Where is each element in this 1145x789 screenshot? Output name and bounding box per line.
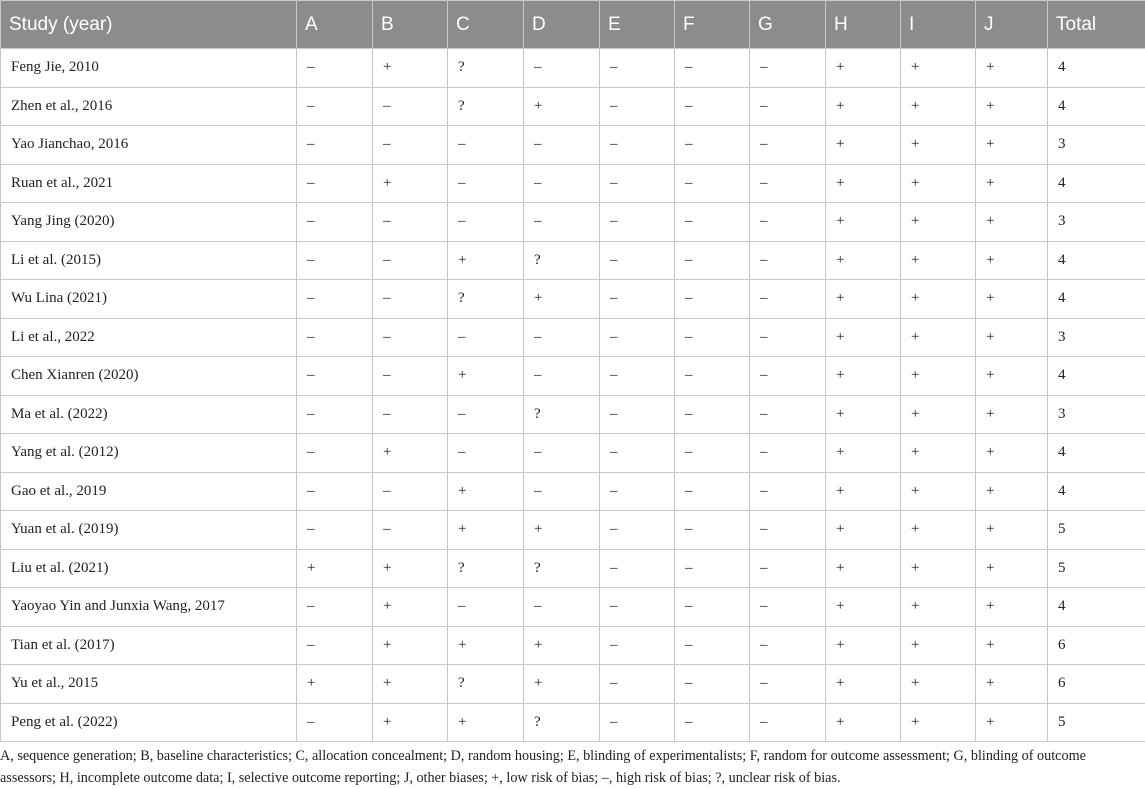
rating-cell: + bbox=[901, 164, 976, 203]
total-cell: 4 bbox=[1048, 164, 1145, 203]
rating-cell: + bbox=[976, 626, 1048, 665]
rating-cell: + bbox=[448, 626, 524, 665]
total-cell: 6 bbox=[1048, 665, 1145, 704]
column-header-total: Total bbox=[1048, 1, 1145, 49]
rating-cell: – bbox=[448, 434, 524, 473]
rating-cell: – bbox=[297, 703, 373, 742]
rating-cell: – bbox=[750, 203, 826, 242]
total-cell: 4 bbox=[1048, 241, 1145, 280]
rating-cell: – bbox=[524, 472, 600, 511]
rating-cell: – bbox=[750, 164, 826, 203]
rating-cell: – bbox=[600, 703, 675, 742]
rating-cell: + bbox=[524, 511, 600, 550]
rating-cell: + bbox=[976, 318, 1048, 357]
rating-cell: + bbox=[826, 49, 901, 88]
rating-cell: – bbox=[524, 126, 600, 165]
study-cell: Wu Lina (2021) bbox=[1, 280, 297, 319]
rating-cell: – bbox=[600, 164, 675, 203]
table-row bbox=[1, 511, 1145, 550]
rating-cell: – bbox=[297, 357, 373, 396]
rating-cell: + bbox=[826, 395, 901, 434]
rating-cell: – bbox=[600, 549, 675, 588]
rating-cell: ? bbox=[524, 241, 600, 280]
rating-cell: – bbox=[297, 164, 373, 203]
rating-cell: – bbox=[373, 395, 448, 434]
rating-cell: – bbox=[600, 357, 675, 396]
rating-cell: + bbox=[297, 549, 373, 588]
total-cell: 4 bbox=[1048, 434, 1145, 473]
rating-cell: – bbox=[448, 203, 524, 242]
rating-cell: – bbox=[297, 511, 373, 550]
rating-cell: + bbox=[373, 434, 448, 473]
table-row bbox=[1, 203, 1145, 242]
rating-cell: + bbox=[826, 549, 901, 588]
rating-cell: + bbox=[976, 87, 1048, 126]
rating-cell: + bbox=[373, 665, 448, 704]
study-cell: Li et al. (2015) bbox=[1, 241, 297, 280]
rating-cell: – bbox=[600, 588, 675, 627]
column-header-c: C bbox=[448, 1, 524, 49]
table-row bbox=[1, 588, 1145, 627]
rating-cell: ? bbox=[524, 703, 600, 742]
rating-cell: + bbox=[976, 203, 1048, 242]
table-row bbox=[1, 626, 1145, 665]
table-row bbox=[1, 357, 1145, 396]
rating-cell: – bbox=[750, 49, 826, 88]
rating-cell: + bbox=[826, 241, 901, 280]
rating-cell: – bbox=[524, 357, 600, 396]
rating-cell: + bbox=[826, 434, 901, 473]
study-cell: Feng Jie, 2010 bbox=[1, 49, 297, 88]
rating-cell: – bbox=[373, 357, 448, 396]
rating-cell: – bbox=[675, 164, 750, 203]
total-cell: 3 bbox=[1048, 395, 1145, 434]
rating-cell: – bbox=[373, 318, 448, 357]
rating-cell: – bbox=[675, 588, 750, 627]
total-cell: 4 bbox=[1048, 472, 1145, 511]
rating-cell: + bbox=[901, 280, 976, 319]
rating-cell: + bbox=[976, 472, 1048, 511]
rating-cell: – bbox=[297, 126, 373, 165]
rating-cell: + bbox=[826, 703, 901, 742]
rating-cell: – bbox=[448, 588, 524, 627]
rating-cell: + bbox=[826, 87, 901, 126]
rating-cell: ? bbox=[448, 87, 524, 126]
total-cell: 5 bbox=[1048, 549, 1145, 588]
rating-cell: + bbox=[373, 549, 448, 588]
study-cell: Liu et al. (2021) bbox=[1, 549, 297, 588]
total-cell: 4 bbox=[1048, 280, 1145, 319]
table-row bbox=[1, 164, 1145, 203]
rating-cell: + bbox=[901, 511, 976, 550]
rating-cell: – bbox=[675, 434, 750, 473]
total-cell: 3 bbox=[1048, 318, 1145, 357]
rating-cell: – bbox=[600, 241, 675, 280]
rating-cell: + bbox=[976, 665, 1048, 704]
rating-cell: + bbox=[901, 588, 976, 627]
rating-cell: – bbox=[448, 318, 524, 357]
rating-cell: + bbox=[826, 126, 901, 165]
column-header-h: H bbox=[826, 1, 901, 49]
rating-cell: ? bbox=[448, 549, 524, 588]
rating-cell: + bbox=[976, 126, 1048, 165]
rating-cell: + bbox=[373, 588, 448, 627]
rating-cell: – bbox=[675, 703, 750, 742]
rating-cell: + bbox=[448, 511, 524, 550]
column-header-study: Study (year) bbox=[1, 1, 297, 49]
rating-cell: + bbox=[901, 665, 976, 704]
study-cell: Yaoyao Yin and Junxia Wang, 2017 bbox=[1, 588, 297, 627]
column-header-a: A bbox=[297, 1, 373, 49]
table-row bbox=[1, 87, 1145, 126]
column-header-d: D bbox=[524, 1, 600, 49]
rating-cell: – bbox=[600, 665, 675, 704]
rating-cell: – bbox=[600, 49, 675, 88]
rating-cell: + bbox=[373, 703, 448, 742]
rating-cell: + bbox=[976, 49, 1048, 88]
rating-cell: + bbox=[976, 434, 1048, 473]
rating-cell: – bbox=[297, 434, 373, 473]
rating-cell: – bbox=[373, 87, 448, 126]
rating-cell: ? bbox=[448, 665, 524, 704]
rating-cell: ? bbox=[448, 49, 524, 88]
rating-cell: + bbox=[901, 434, 976, 473]
rating-cell: + bbox=[826, 280, 901, 319]
study-cell: Zhen et al., 2016 bbox=[1, 87, 297, 126]
rating-cell: + bbox=[901, 549, 976, 588]
table-row bbox=[1, 703, 1145, 742]
rating-cell: + bbox=[901, 241, 976, 280]
rating-cell: + bbox=[373, 164, 448, 203]
rating-cell: + bbox=[826, 357, 901, 396]
rating-cell: – bbox=[524, 49, 600, 88]
rating-cell: + bbox=[901, 49, 976, 88]
total-cell: 6 bbox=[1048, 626, 1145, 665]
rating-cell: + bbox=[373, 49, 448, 88]
rating-cell: – bbox=[297, 395, 373, 434]
rating-cell: ? bbox=[524, 395, 600, 434]
table-row bbox=[1, 395, 1145, 434]
table-row bbox=[1, 472, 1145, 511]
rating-cell: + bbox=[524, 665, 600, 704]
column-header-i: I bbox=[901, 1, 976, 49]
rating-cell: – bbox=[297, 203, 373, 242]
rating-cell: + bbox=[826, 472, 901, 511]
rating-cell: ? bbox=[448, 280, 524, 319]
rating-cell: – bbox=[373, 126, 448, 165]
rating-cell: + bbox=[826, 203, 901, 242]
table-header-row bbox=[1, 1, 1145, 49]
total-cell: 4 bbox=[1048, 87, 1145, 126]
rating-cell: – bbox=[600, 434, 675, 473]
rating-cell: – bbox=[600, 395, 675, 434]
rating-cell: – bbox=[524, 203, 600, 242]
rating-cell: – bbox=[750, 511, 826, 550]
rating-cell: – bbox=[675, 49, 750, 88]
rating-cell: + bbox=[901, 395, 976, 434]
rating-cell: + bbox=[448, 357, 524, 396]
rating-cell: – bbox=[750, 703, 826, 742]
rating-cell: + bbox=[826, 588, 901, 627]
study-cell: Li et al., 2022 bbox=[1, 318, 297, 357]
rating-cell: + bbox=[976, 588, 1048, 627]
rating-cell: + bbox=[901, 472, 976, 511]
rating-cell: + bbox=[448, 472, 524, 511]
rating-cell: + bbox=[448, 241, 524, 280]
rating-cell: – bbox=[448, 395, 524, 434]
rating-cell: – bbox=[675, 203, 750, 242]
column-header-j: J bbox=[976, 1, 1048, 49]
table-row bbox=[1, 126, 1145, 165]
rating-cell: + bbox=[976, 280, 1048, 319]
rating-cell: – bbox=[675, 395, 750, 434]
rating-cell: – bbox=[373, 203, 448, 242]
rating-cell: – bbox=[750, 434, 826, 473]
rating-cell: – bbox=[750, 357, 826, 396]
rating-cell: – bbox=[600, 126, 675, 165]
table-row bbox=[1, 241, 1145, 280]
rating-cell: + bbox=[976, 511, 1048, 550]
rating-cell: – bbox=[297, 588, 373, 627]
rating-cell: + bbox=[826, 511, 901, 550]
column-header-b: B bbox=[373, 1, 448, 49]
rating-cell: – bbox=[675, 318, 750, 357]
rating-cell: + bbox=[448, 703, 524, 742]
rating-cell: – bbox=[675, 280, 750, 319]
table-footnote: A, sequence generation; B, baseline characteristics; C, allocation concealment; D, random housing; E, blinding of experimentalists; F, random for outcome assessment; G, blinding of outcome assessors; H, incomplete outcome data; I, selective outcome reporting; J, other biases; +, low risk of bias; –, high risk of bias; ?, unclear risk of bias. bbox=[0, 745, 1130, 789]
rating-cell: – bbox=[750, 549, 826, 588]
rating-cell: + bbox=[826, 164, 901, 203]
study-cell: Gao et al., 2019 bbox=[1, 472, 297, 511]
rating-cell: – bbox=[600, 626, 675, 665]
rating-cell: + bbox=[976, 703, 1048, 742]
column-header-f: F bbox=[675, 1, 750, 49]
rating-cell: – bbox=[675, 241, 750, 280]
rating-cell: + bbox=[901, 703, 976, 742]
rating-cell: – bbox=[600, 203, 675, 242]
rating-cell: – bbox=[448, 164, 524, 203]
rating-cell: – bbox=[524, 588, 600, 627]
total-cell: 5 bbox=[1048, 511, 1145, 550]
rating-cell: + bbox=[901, 87, 976, 126]
rating-cell: – bbox=[524, 164, 600, 203]
rating-cell: – bbox=[524, 434, 600, 473]
table-row bbox=[1, 49, 1145, 88]
rating-cell: – bbox=[675, 626, 750, 665]
study-cell: Yuan et al. (2019) bbox=[1, 511, 297, 550]
rating-cell: – bbox=[373, 472, 448, 511]
rating-cell: – bbox=[675, 549, 750, 588]
total-cell: 3 bbox=[1048, 126, 1145, 165]
rating-cell: + bbox=[901, 626, 976, 665]
rating-cell: + bbox=[826, 318, 901, 357]
study-cell: Yu et al., 2015 bbox=[1, 665, 297, 704]
rating-cell: + bbox=[901, 318, 976, 357]
rating-cell: – bbox=[675, 511, 750, 550]
total-cell: 5 bbox=[1048, 703, 1145, 742]
rating-cell: + bbox=[976, 395, 1048, 434]
rating-cell: – bbox=[750, 126, 826, 165]
table-row bbox=[1, 434, 1145, 473]
rating-cell: – bbox=[600, 87, 675, 126]
rating-cell: – bbox=[675, 665, 750, 704]
rating-cell: – bbox=[297, 241, 373, 280]
rating-cell: + bbox=[826, 626, 901, 665]
rating-cell: + bbox=[976, 241, 1048, 280]
column-header-g: G bbox=[750, 1, 826, 49]
total-cell: 4 bbox=[1048, 357, 1145, 396]
study-cell: Peng et al. (2022) bbox=[1, 703, 297, 742]
rating-cell: + bbox=[524, 626, 600, 665]
rating-cell: – bbox=[675, 472, 750, 511]
rating-cell: + bbox=[373, 626, 448, 665]
study-cell: Ma et al. (2022) bbox=[1, 395, 297, 434]
rating-cell: – bbox=[297, 472, 373, 511]
study-cell: Yang et al. (2012) bbox=[1, 434, 297, 473]
rating-cell: – bbox=[297, 626, 373, 665]
rating-cell: – bbox=[297, 49, 373, 88]
total-cell: 4 bbox=[1048, 588, 1145, 627]
rating-cell: – bbox=[297, 87, 373, 126]
rating-cell: – bbox=[750, 395, 826, 434]
rating-cell: + bbox=[524, 280, 600, 319]
rating-cell: – bbox=[373, 511, 448, 550]
rating-cell: – bbox=[448, 126, 524, 165]
study-cell: Ruan et al., 2021 bbox=[1, 164, 297, 203]
rating-cell: + bbox=[524, 87, 600, 126]
table-row bbox=[1, 280, 1145, 319]
rating-cell: – bbox=[524, 318, 600, 357]
rating-cell: – bbox=[750, 241, 826, 280]
rating-cell: + bbox=[976, 357, 1048, 396]
table-row bbox=[1, 549, 1145, 588]
rating-cell: – bbox=[750, 87, 826, 126]
rating-cell: – bbox=[600, 318, 675, 357]
rating-cell: + bbox=[976, 164, 1048, 203]
rating-cell: – bbox=[750, 472, 826, 511]
rating-cell: – bbox=[373, 280, 448, 319]
rating-cell: ? bbox=[524, 549, 600, 588]
rating-cell: – bbox=[297, 318, 373, 357]
table-body bbox=[1, 49, 1145, 742]
study-cell: Chen Xianren (2020) bbox=[1, 357, 297, 396]
study-cell: Tian et al. (2017) bbox=[1, 626, 297, 665]
rating-cell: – bbox=[750, 280, 826, 319]
rating-cell: – bbox=[373, 241, 448, 280]
rating-cell: – bbox=[600, 472, 675, 511]
rating-cell: – bbox=[750, 665, 826, 704]
table-row bbox=[1, 318, 1145, 357]
rating-cell: – bbox=[600, 511, 675, 550]
rating-cell: – bbox=[675, 87, 750, 126]
rating-cell: + bbox=[826, 665, 901, 704]
study-cell: Yao Jianchao, 2016 bbox=[1, 126, 297, 165]
total-cell: 3 bbox=[1048, 203, 1145, 242]
rating-cell: + bbox=[297, 665, 373, 704]
rating-cell: – bbox=[750, 626, 826, 665]
rating-cell: – bbox=[297, 280, 373, 319]
rating-cell: + bbox=[901, 357, 976, 396]
rating-cell: – bbox=[750, 318, 826, 357]
study-cell: Yang Jing (2020) bbox=[1, 203, 297, 242]
rating-cell: – bbox=[675, 126, 750, 165]
rating-cell: – bbox=[750, 588, 826, 627]
rating-cell: + bbox=[901, 126, 976, 165]
total-cell: 4 bbox=[1048, 49, 1145, 88]
rating-cell: – bbox=[675, 357, 750, 396]
rating-cell: + bbox=[901, 203, 976, 242]
table-row bbox=[1, 665, 1145, 704]
rating-cell: + bbox=[976, 549, 1048, 588]
column-header-e: E bbox=[600, 1, 675, 49]
rating-cell: – bbox=[600, 280, 675, 319]
